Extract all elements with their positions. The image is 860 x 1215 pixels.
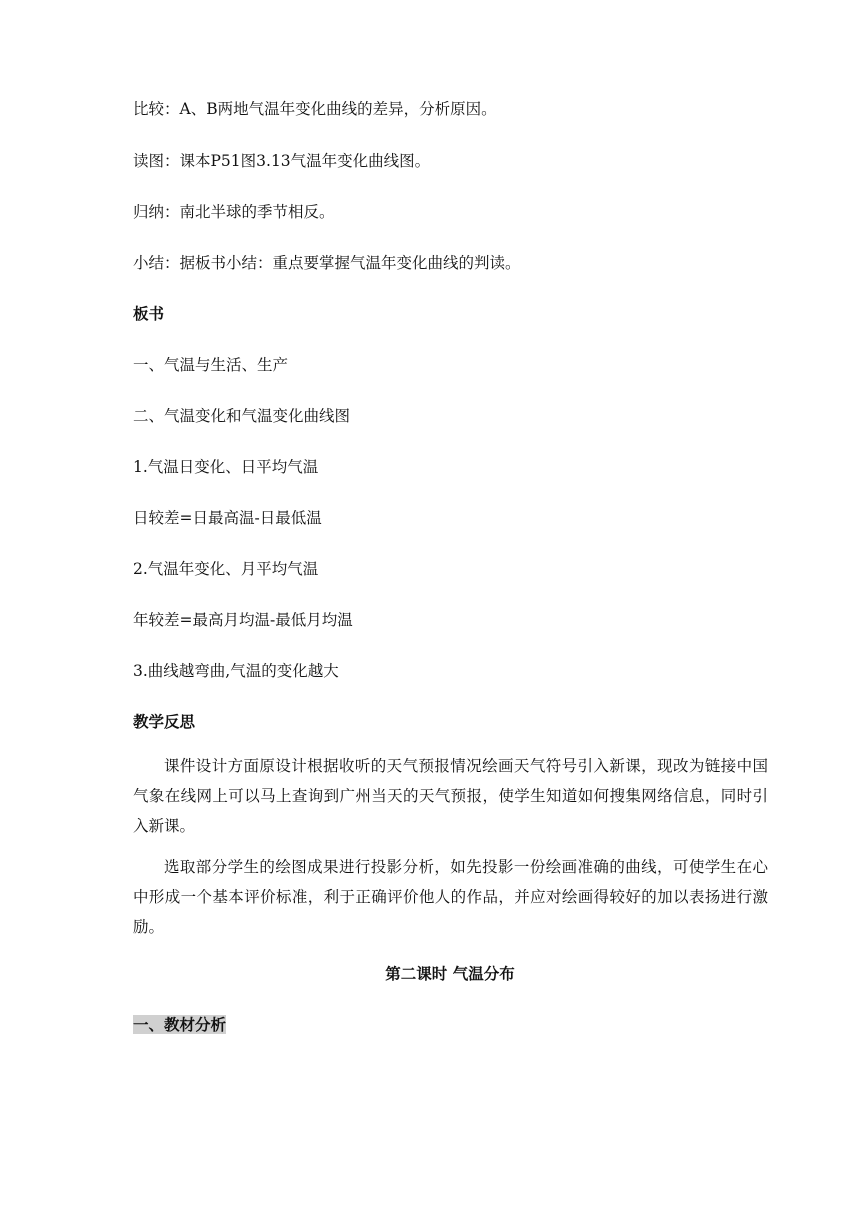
lesson-title: 第二课时 气温分布 (385, 964, 515, 983)
subsection-heading-text: 一、教材分析 (133, 1015, 227, 1034)
board-item-5: 2.气温年变化、月平均气温 (133, 560, 319, 578)
compare-line: 比较：A、B两地气温年变化曲线的差异，分析原因。 (133, 100, 497, 118)
board-item-6: 年较差=最高月均温-最低月均温 (133, 611, 353, 629)
board-item-2: 二、气温变化和气温变化曲线图 (133, 407, 351, 425)
subsection-heading (133, 1015, 226, 1035)
board-item-4: 日较差=日最高温-日最低温 (133, 509, 322, 527)
summarize-line: 归纳：南北半球的季节相反。 (133, 203, 335, 221)
reflection-paragraph-2: 选取部分学生的绘图成果进行投影分析，如先投影一份绘画准确的曲线，可使学生在心中形成一个基本评价标准，利于正确评价他人的作品，并应对绘画得较好的加以表扬进行激励。 (133, 858, 768, 936)
board-item-7: 3.曲线越弯曲,气温的变化越大 (133, 662, 339, 680)
board-item-1: 一、气温与生活、生产 (133, 356, 289, 374)
reflection-paragraph-1: 课件设计方面原设计根据收听的天气预报情况绘画天气符号引入新课，现改为链接中国气象在线网上可以马上查询到广州当天的天气预报，使学生知道如何搜集网络信息，同时引入新课。 (133, 757, 768, 835)
reflection-heading: 教学反思 (133, 712, 196, 731)
conclusion-line: 小结：据板书小结：重点要掌握气温年变化曲线的判读。 (133, 254, 521, 272)
board-item-3: 1.气温日变化、日平均气温 (133, 458, 319, 476)
read-map-line: 读图：课本P51图3.13气温年变化曲线图。 (133, 152, 431, 170)
board-heading: 板书 (133, 304, 165, 323)
